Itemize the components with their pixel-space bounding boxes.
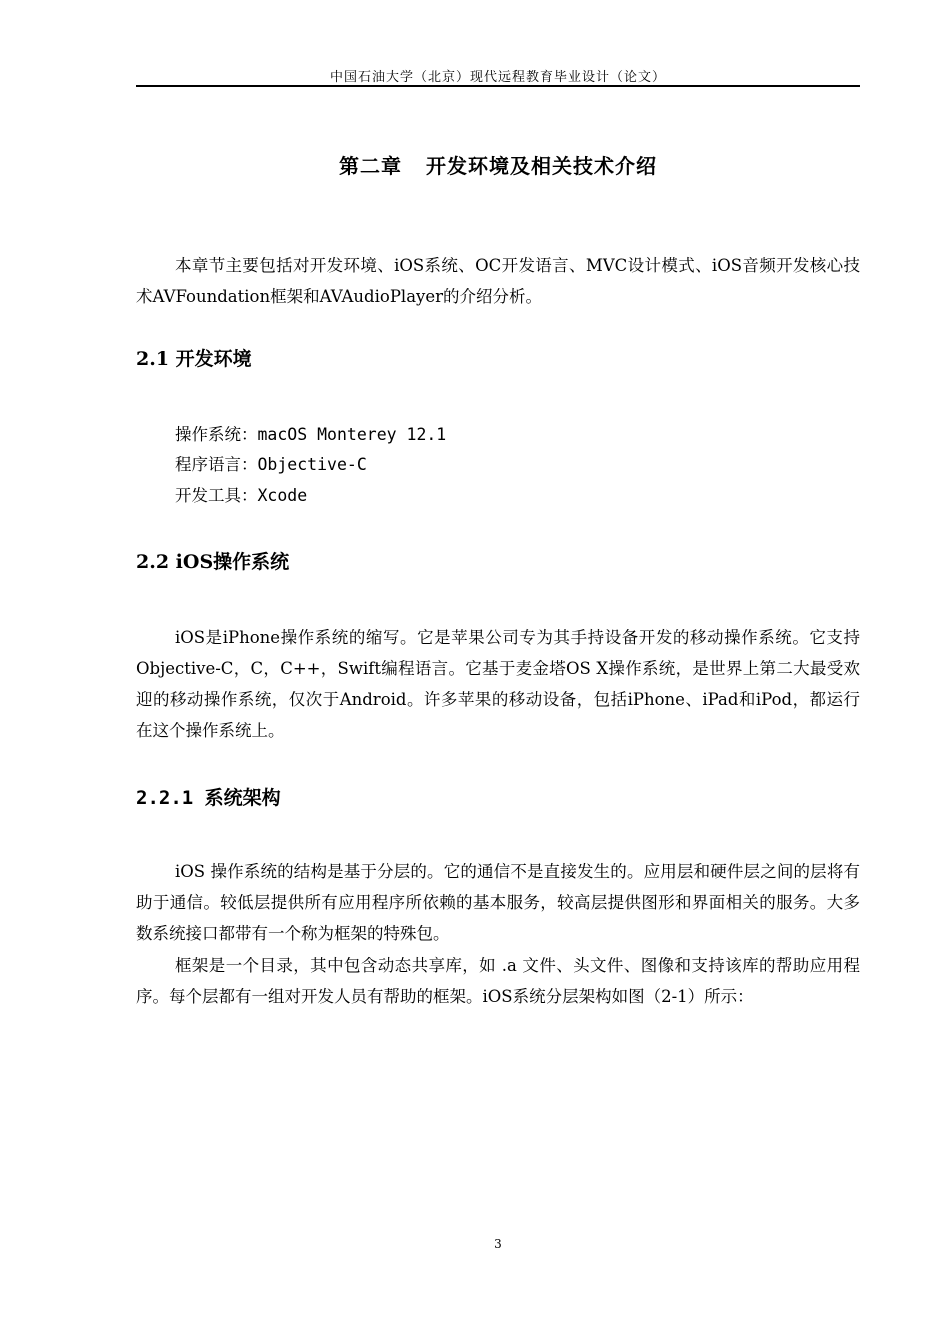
page-number: 3 — [494, 1237, 502, 1251]
architecture-paragraph-1: iOS 操作系统的结构是基于分层的。它的通信不是直接发生的。应用层和硬件层之间的层将有助于通信。较低层提供所有应用程序所依赖的基本服务，较高层提供图形和界面相关的服务。大多数系统接口都带有一个称为框架的特殊包。 — [136, 862, 860, 943]
section-heading-2-1: 2.1 开发环境 — [136, 348, 252, 370]
section-heading-2-2: 2.2 iOS操作系统 — [136, 551, 290, 573]
chapter-title — [136, 150, 860, 179]
chapter-title-text: 开发环境及相关技术介绍 — [426, 154, 657, 178]
section-heading-2-2-1: 2.2.1 系统架构 — [136, 787, 281, 809]
env-item-os: 操作系统：macOS Monterey 12.1 — [175, 425, 447, 444]
running-header-title: 中国石油大学（北京）现代远程教育毕业设计（论文） — [329, 70, 666, 85]
architecture-paragraph-2: 框架是一个目录，其中包含动态共享库，如 .a 文件、头文件、图像和支持该库的帮助应用程序。每个层都有一组对开发人员有帮助的框架。iOS系统分层架构如图（2-1）所示： — [136, 956, 860, 1006]
env-item-language: 程序语言：Objective-C — [175, 455, 367, 474]
env-item-tool: 开发工具：Xcode — [175, 486, 308, 505]
header-divider — [136, 85, 860, 87]
intro-paragraph: 本章节主要包括对开发环境、iOS系统、OC开发语言、MVC设计模式、iOS音频开发核心技术AVFoundation框架和AVAudioPlayer的介绍分析。 — [136, 256, 860, 306]
ios-paragraph: iOS是iPhone操作系统的缩写。它是苹果公司专为其手持设备开发的移动操作系统。它支持Objective-C，C，C++，Swift编程语言。它基于麦金塔OS X操作系统，是世界上第二大最受欢迎的移动操作系统，仅次于Android。许多苹果的移动设备，包括iPhone、iPad和iPod，都运行在这个操作系统上。 — [136, 628, 860, 740]
chapter-number: 第二章 — [339, 154, 402, 178]
